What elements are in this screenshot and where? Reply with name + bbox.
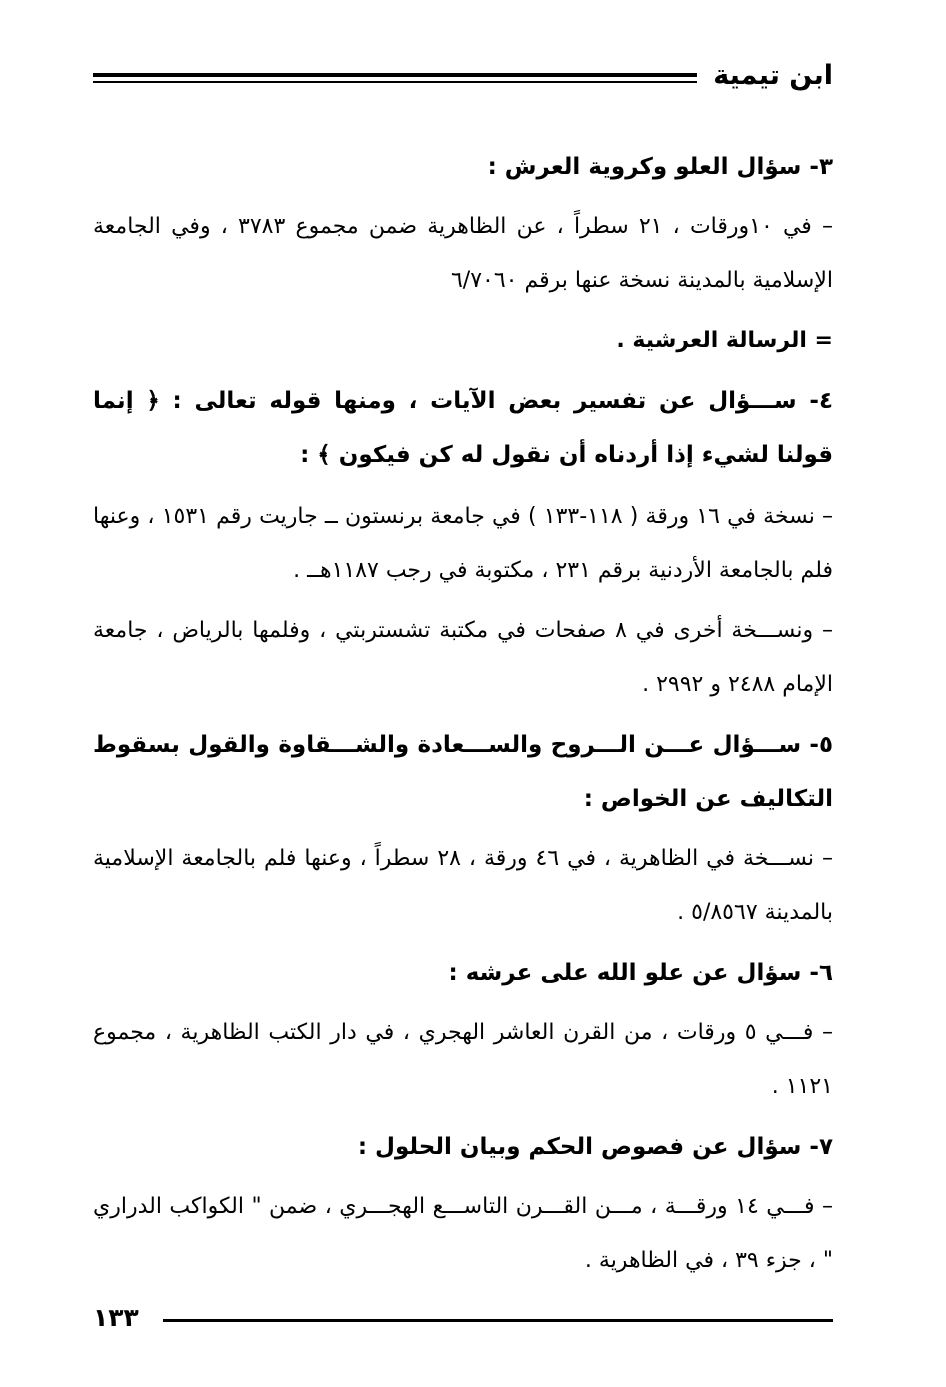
section-paragraph: – فـــي ٥ ورقات ، من القرن العاشر الهجري ، في دار الكتب الظاهرية ، مجموع ١١٢١ . [93,1020,833,1099]
section-heading: ٣- سؤال العلو وكروية العرش : [487,154,833,180]
section-heading: ٥- ســـؤال عـــن الـــروح والســـعادة والشـــقاوة والقول بسقوط التكاليف عن الخواص : [93,732,833,812]
section-3 [93,140,833,368]
header-rule [93,56,697,96]
section-heading: ٤- ســـؤال عن تفسير بعض الآيات ، ومنها قوله تعالى : ﴿ إنما قولنا لشيء إذا أردناه أن نقول له كن فيكون ﴾ : [93,388,833,468]
section-paragraph: – ونســـخة أخرى في ٨ صفحات في مكتبة تشستربتي ، وفلمها بالرياض ، جامعة الإمام ٢٤٨٨ و ٢٩٩٢ . [93,618,834,697]
header-title: ابن تيمية [713,60,833,91]
section-7 [93,1120,833,1288]
section-paragraph: – نسخة في ١٦ ورقة ( ١١٨-١٣٣ ) في جامعة برنستون ــ جاريت رقم ١٥٣١ ، وعنها فلم بالجامعة الأردنية برقم ٢٣١ ، مكتوبة في رجب ١١٨٧هــ . [93,504,834,583]
section-heading: ٦- سؤال عن علو الله على عرشه : [448,960,833,986]
section-6 [93,946,833,1114]
section-4 [93,374,833,712]
section-heading: ٧- سؤال عن فصوص الحكم وبيان الحلول : [357,1134,833,1160]
footer-rule [163,1319,833,1322]
section-paragraph: = الرسالة العرشية . [616,328,833,353]
header-rule-thick [93,73,697,77]
section-5 [93,718,833,940]
page-footer [93,1300,833,1336]
section-paragraph: – نســـخة في الظاهرية ، في ٤٦ ورقة ، ٢٨ سطراً ، وعنها فلم بالجامعة الإسلامية بالمدينة ٥/٨٥٦٧ . [93,846,834,925]
section-paragraph: – فـــي ١٤ ورقـــة ، مـــن القـــرن التاســـع الهجـــري ، ضمن " الكواكب الدراري " ، جزء ٣٩ ، في الظاهرية . [93,1194,833,1273]
page-body [93,140,833,1288]
page-number: ١٣٣ [93,1303,139,1332]
section-paragraph: – في ١٠ورقات ، ٢١ سطراً ، عن الظاهرية ضمن مجموع ٣٧٨٣ ، وفي الجامعة الإسلامية بالمدينة نسخة عنها برقم ٦/٧٠٦٠ [93,214,833,293]
running-header [93,56,833,96]
header-rule-thin [93,81,697,83]
